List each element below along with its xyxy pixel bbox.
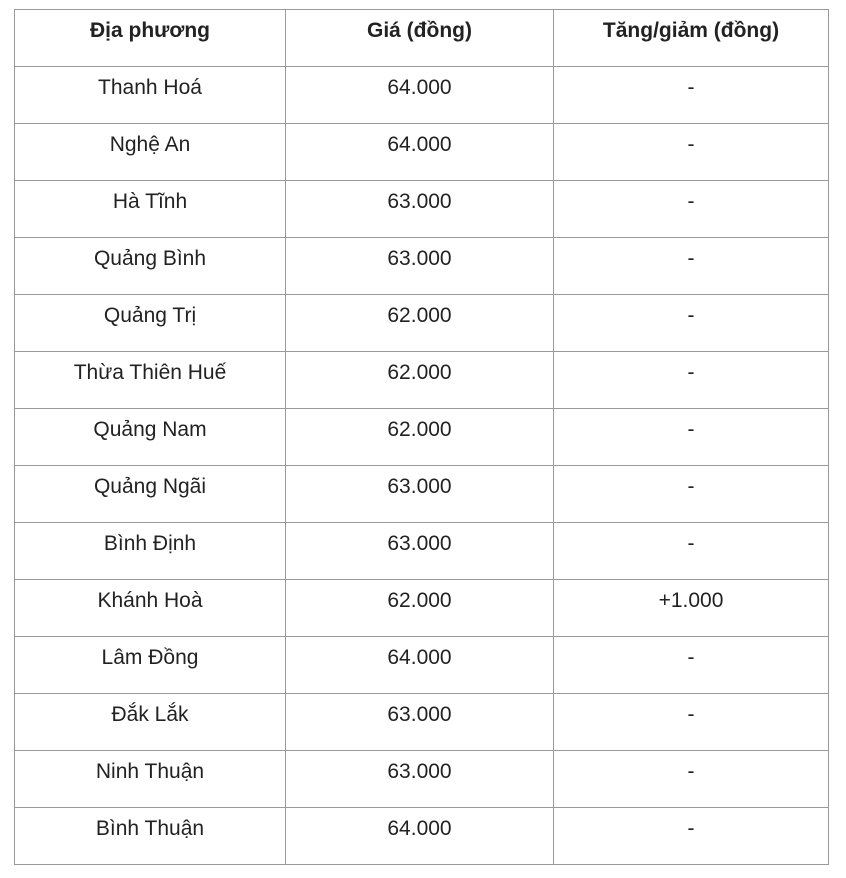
cell-change: -: [554, 238, 829, 295]
table-row: [15, 352, 829, 409]
cell-locality: Ninh Thuận: [15, 751, 286, 808]
cell-change: -: [554, 409, 829, 466]
table-row: [15, 694, 829, 751]
table-row: [15, 523, 829, 580]
header-price: Giá (đồng): [286, 10, 554, 67]
cell-price: 62.000: [286, 352, 554, 409]
cell-locality: Lâm Đồng: [15, 637, 286, 694]
table-row: [15, 124, 829, 181]
cell-price: 64.000: [286, 67, 554, 124]
cell-locality: Quảng Trị: [15, 295, 286, 352]
cell-price: 63.000: [286, 694, 554, 751]
table-row: [15, 808, 829, 865]
cell-change: -: [554, 808, 829, 865]
cell-locality: Thừa Thiên Huế: [15, 352, 286, 409]
cell-change: -: [554, 523, 829, 580]
table-row: [15, 67, 829, 124]
price-table: [14, 9, 829, 865]
cell-locality: Hà Tĩnh: [15, 181, 286, 238]
header-change: Tăng/giảm (đồng): [554, 10, 829, 67]
cell-change: -: [554, 295, 829, 352]
table-row: [15, 295, 829, 352]
header-row: [15, 10, 829, 67]
cell-locality: Bình Thuận: [15, 808, 286, 865]
cell-locality: Nghệ An: [15, 124, 286, 181]
table-body: [15, 67, 829, 865]
table-row: [15, 637, 829, 694]
header-locality: Địa phương: [15, 10, 286, 67]
cell-price: 62.000: [286, 409, 554, 466]
cell-locality: Đắk Lắk: [15, 694, 286, 751]
cell-price: 63.000: [286, 181, 554, 238]
cell-change: -: [554, 694, 829, 751]
table-row: [15, 751, 829, 808]
cell-price: 63.000: [286, 238, 554, 295]
cell-change: -: [554, 124, 829, 181]
cell-locality: Bình Định: [15, 523, 286, 580]
cell-change: +1.000: [554, 580, 829, 637]
table-row: [15, 181, 829, 238]
cell-price: 63.000: [286, 466, 554, 523]
cell-change: -: [554, 352, 829, 409]
cell-change: -: [554, 67, 829, 124]
table-row: [15, 409, 829, 466]
cell-locality: Thanh Hoá: [15, 67, 286, 124]
cell-price: 63.000: [286, 523, 554, 580]
cell-change: -: [554, 751, 829, 808]
cell-price: 63.000: [286, 751, 554, 808]
cell-locality: Khánh Hoà: [15, 580, 286, 637]
table-row: [15, 238, 829, 295]
table-row: [15, 466, 829, 523]
cell-price: 62.000: [286, 295, 554, 352]
cell-locality: Quảng Nam: [15, 409, 286, 466]
cell-price: 64.000: [286, 124, 554, 181]
cell-locality: Quảng Ngãi: [15, 466, 286, 523]
table-header: [15, 10, 829, 67]
table-row: [15, 580, 829, 637]
cell-change: -: [554, 181, 829, 238]
cell-price: 64.000: [286, 637, 554, 694]
cell-price: 64.000: [286, 808, 554, 865]
cell-change: -: [554, 637, 829, 694]
cell-price: 62.000: [286, 580, 554, 637]
cell-change: -: [554, 466, 829, 523]
cell-locality: Quảng Bình: [15, 238, 286, 295]
